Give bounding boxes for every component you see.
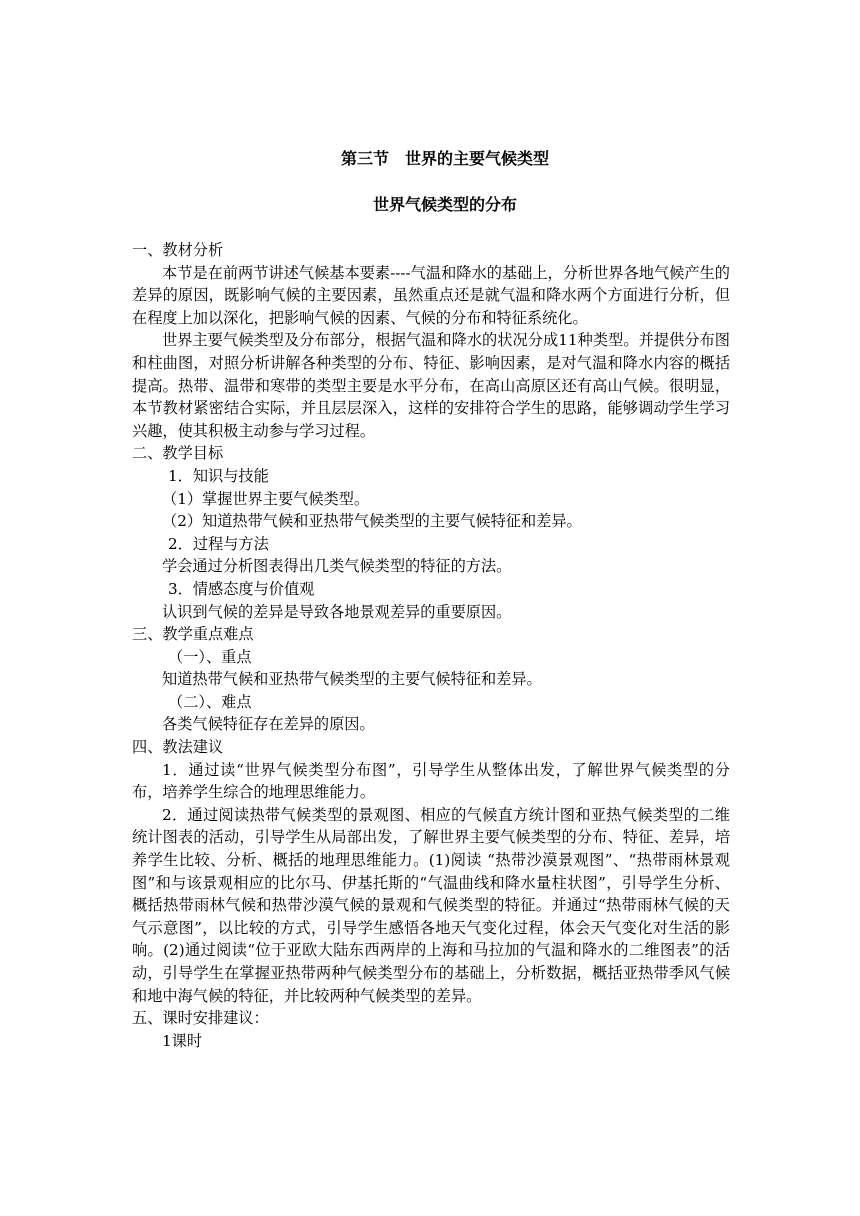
section-heading: 二、教学目标 bbox=[132, 444, 224, 463]
key-item: 各类气候特征存在差异的原因。 bbox=[162, 715, 375, 734]
goal-item: 认识到气候的差异是导致各地景观差异的重要原因。 bbox=[162, 602, 512, 621]
schedule-item: 1课时 bbox=[162, 1031, 203, 1050]
key-heading: （二）、难点 bbox=[168, 692, 252, 711]
section-teaching-methods bbox=[132, 736, 730, 1007]
section-key-points bbox=[132, 623, 730, 736]
paragraph: 世界主要气候类型及分布部分，根据气温和降水的状况分成11种类型。并提供分布图和柱曲图，对照分析讲解各种类型的分布、特征、影响因素，是对气温和降水内容的概括提高。热带、温带和寒带的类型主要是水平分布，在高山高原区还有高山气候。很明显，本节教材紧密结合实际，并且层层深入，这样的安排符合学生的思路，能够调动学生学习兴趣，使其积极主动参与学习过程。 bbox=[132, 331, 730, 440]
document-page bbox=[132, 146, 730, 1052]
paragraph: 1．通过读“世界气候类型分布图”，引导学生从整体出发，了解世界气候类型的分布，培养学生综合的地理思维能力。 bbox=[132, 760, 730, 802]
page-subtitle: 世界气候类型的分布 bbox=[372, 195, 517, 214]
goal-heading: 1．知识与技能 bbox=[168, 466, 269, 485]
paragraph: 2．通过阅读热带气候类型的景观图、相应的气候直方统计图和亚热气候类型的二维统计图表的活动，引导学生从局部出发，了解世界主要气候类型的分布、特征、差异，培养学生比较、分析、概括的地理思维能力。(1)阅读 “热带沙漠景观图”、“热带雨林景观图”和与该景观相应的比尔马、伊基托斯的“气温曲线和降水量柱状图”，引导学生分析、概括热带雨林气候和热带沙漠气候的景观和气候类型的特征。并通过“热带雨林气候的天气示意图”，以比较的方式，引导学生感悟各地天气变化过程，体会天气变化对生活的影响。(2)通过阅读“位于亚欧大陆东西两岸的上海和马拉加的气温和降水的二维图表”的活动，引导学生在掌握亚热带两种气候类型分布的基础上，分析数据，概括亚热带季风气候和地中海气候的特征，并比较两种气候类型的差异。 bbox=[132, 805, 730, 1005]
page-title: 第三节 世界的主要气候类型 bbox=[340, 149, 549, 168]
goal-item: （1）掌握世界主要气候类型。 bbox=[162, 489, 370, 508]
section-heading: 三、教学重点难点 bbox=[132, 625, 254, 644]
section-textbook-analysis bbox=[132, 239, 730, 442]
paragraph: 本节是在前两节讲述气候基本要素----气温和降水的基础上，分析世界各地气候产生的差异的原因，既影响气候的主要因素，虽然重点还是就气温和降水两个方面进行分析，但在程度上加以深化，把影响气候的因素、气候的分布和特征系统化。 bbox=[132, 263, 730, 327]
goal-heading: 2．过程与方法 bbox=[168, 534, 269, 553]
key-heading: （一）、重点 bbox=[168, 647, 252, 666]
section-heading: 五、课时安排建议： bbox=[132, 1009, 269, 1028]
goal-item: （2）知道热带气候和亚热带气候类型的主要气候特征和差异。 bbox=[162, 512, 582, 531]
goal-heading: 3．情感态度与价值观 bbox=[168, 579, 315, 598]
section-heading: 四、教法建议 bbox=[132, 738, 224, 757]
goal-item: 学会通过分析图表得出几类气候类型的特征的方法。 bbox=[162, 557, 512, 576]
section-heading: 一、教材分析 bbox=[132, 241, 224, 259]
section-teaching-goals bbox=[132, 442, 730, 623]
key-item: 知道热带气候和亚热带气候类型的主要气候特征和差异。 bbox=[162, 670, 542, 689]
section-schedule bbox=[132, 1007, 730, 1052]
